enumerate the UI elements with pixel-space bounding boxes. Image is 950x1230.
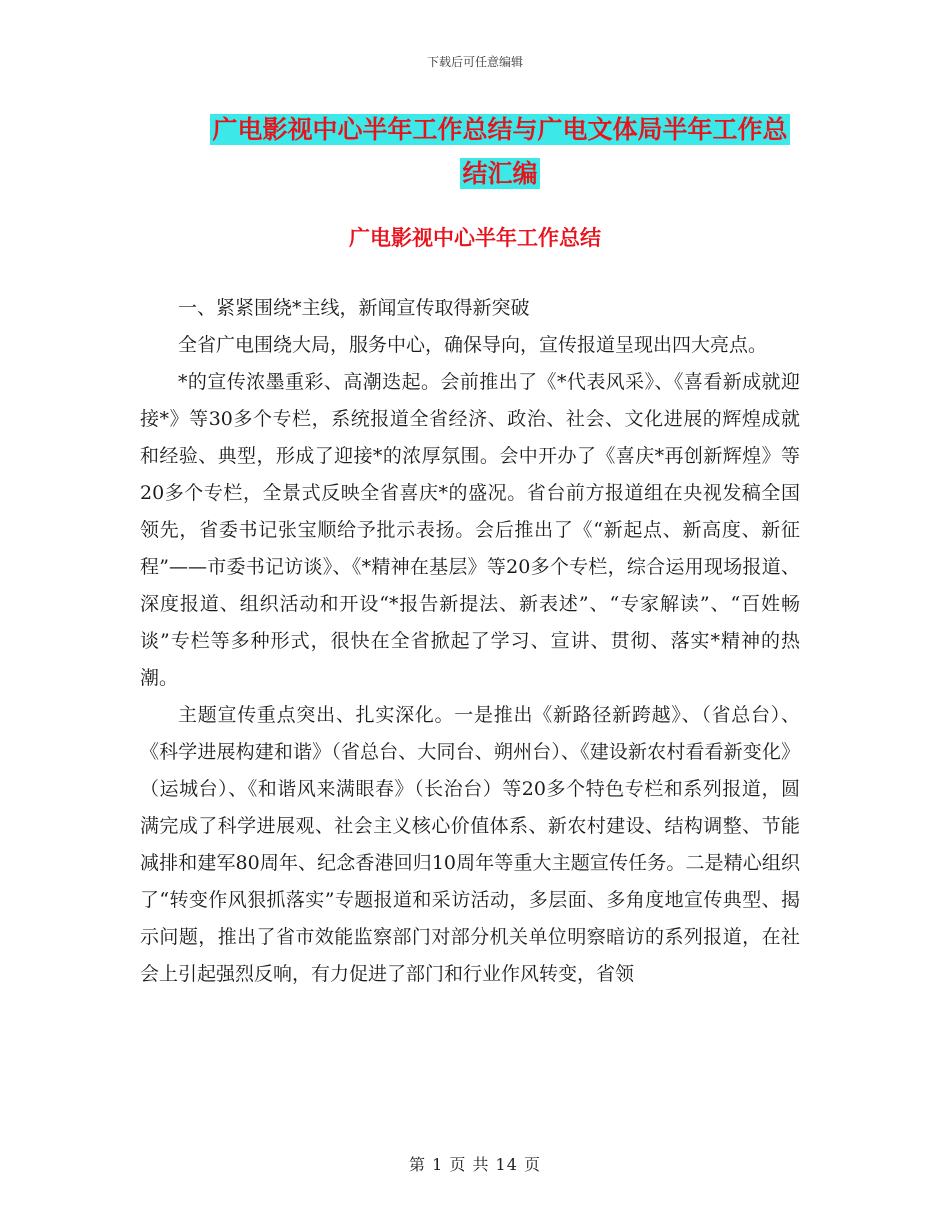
title-line-1: 广电影视中心半年工作总结与广电文体局半年工作总 — [212, 115, 788, 144]
page-number: 第 1 页 共 14 页 — [409, 1155, 541, 1174]
document-title — [190, 108, 810, 196]
section-title: 广电影视中心半年工作总结 — [349, 225, 601, 250]
document-body — [140, 290, 800, 993]
page-header-note: 下载后可任意编辑 — [426, 55, 523, 69]
paragraph-heading: 一、紧紧围绕*主线，新闻宣传取得新突破 — [178, 297, 530, 319]
paragraph: *的宣传浓墨重彩、高潮迭起。会前推出了《*代表风采》、《喜看新成就迎接*》等30多个专栏，系统报道全省经济、政治、社会、文化进展的辉煌成就和经验、典型，形成了迎接*的浓厚氛围。会中开办了《喜庆*再创新辉煌》等20多个专栏，全景式反映全省喜庆*的盛况。省台前方报道组在央视发稿全国领先，省委书记张宝顺给予批示表扬。会后推出了《“新起点、新高度、新征程”——市委书记访谈》、《*精神在基层》等20多个专栏，综合运用现场报道、深度报道、组织活动和开设“*报告新提法、新表述”、“专家解读”、“百姓畅谈”专栏等多种形式，很快在全省掀起了学习、宣讲、贯彻、落实*精神的热潮。 — [140, 371, 800, 689]
title-line-2: 结汇编 — [462, 159, 538, 188]
paragraph: 全省广电围绕大局，服务中心，确保导向，宣传报道呈现出四大亮点。 — [178, 334, 768, 356]
paragraph: 主题宣传重点突出、扎实深化。一是推出《新路径新跨越》、（省总台）、《科学进展构建和谐》（省总台、大同台、朔州台）、《建设新农村看看新变化》（运城台）、《和谐风来满眼春》（长治台）等20多个特色专栏和系列报道，圆满完成了科学进展观、社会主义核心价值体系、新农村建设、结构调整、节能减排和建军80周年、纪念香港回归10周年等重大主题宣传任务。二是精心组织了“转变作风狠抓落实”专题报道和采访活动，多层面、多角度地宣传典型、揭示问题，推出了省市效能监察部门对部分机关单位明察暗访的系列报道，在社会上引起强烈反响，有力促进了部门和行业作风转变，省领 — [140, 704, 800, 985]
